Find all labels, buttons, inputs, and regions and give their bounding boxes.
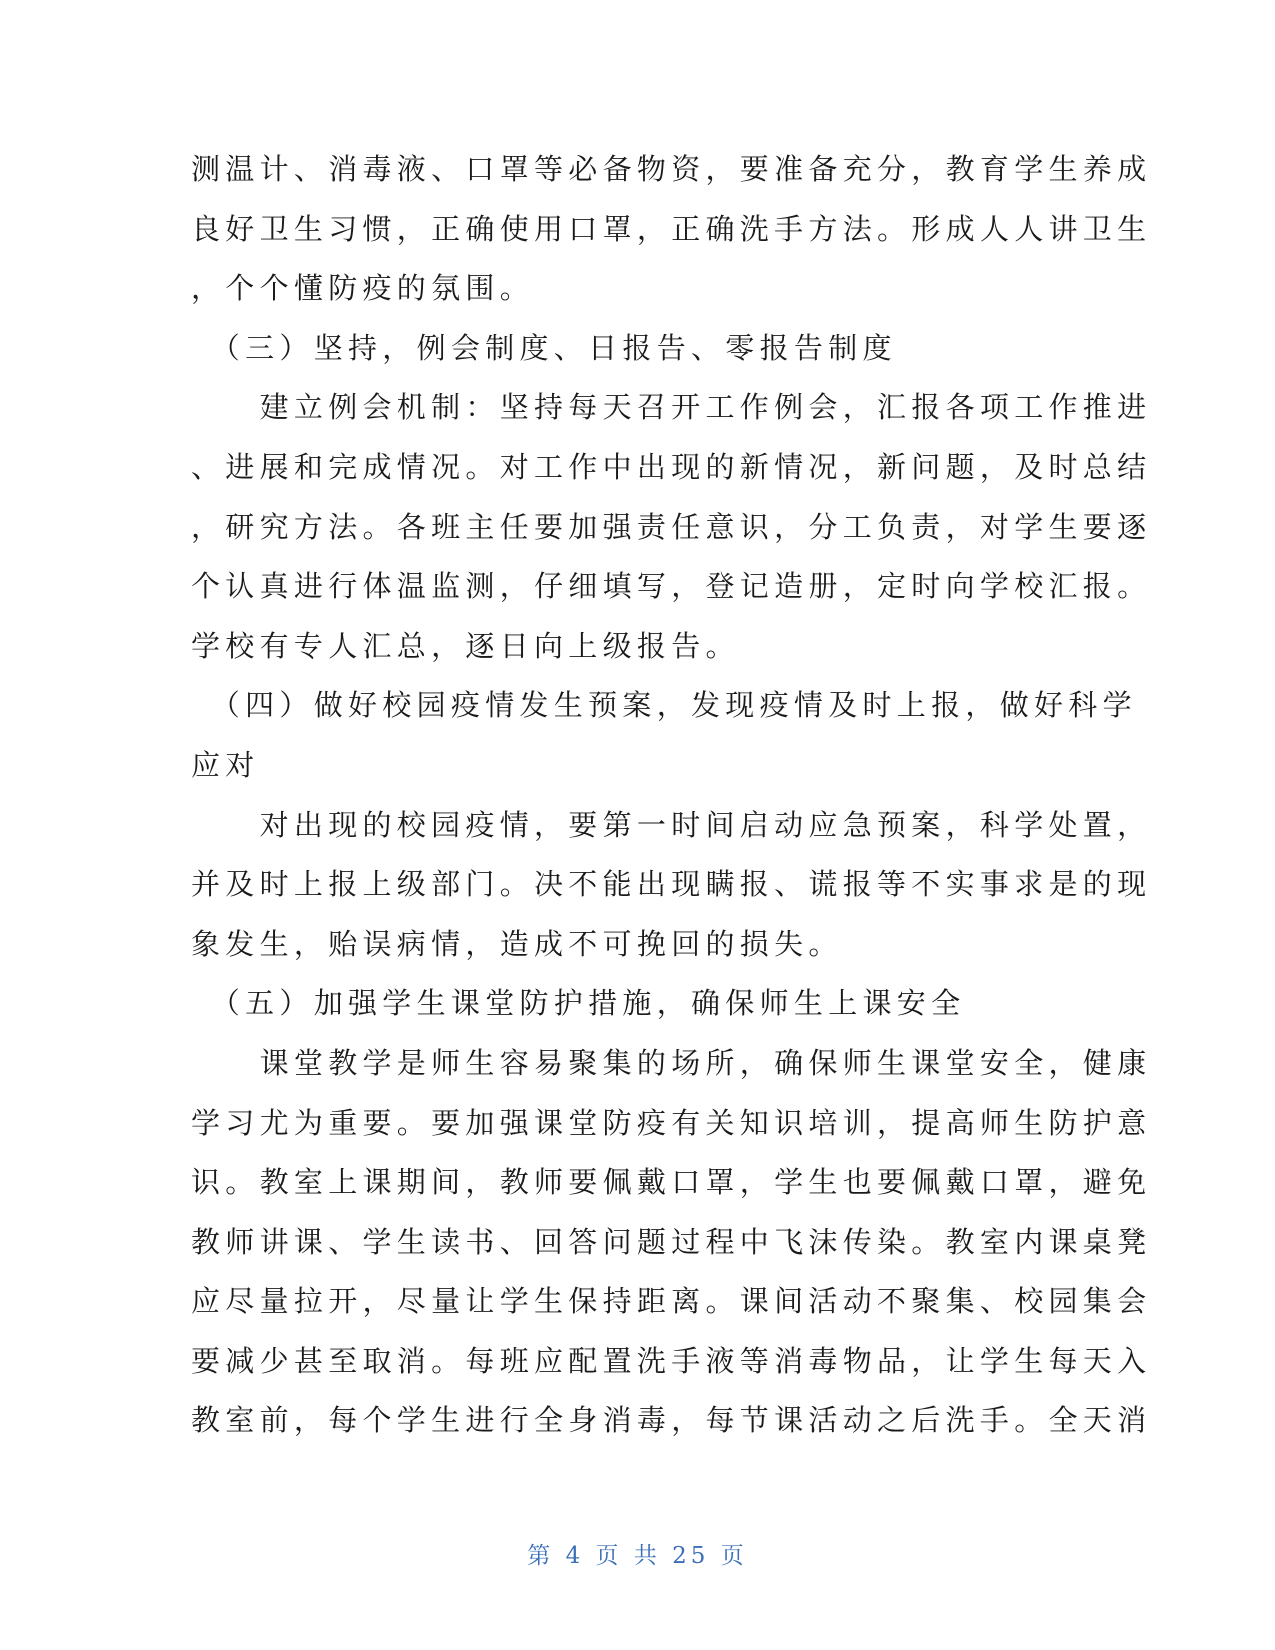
- document-body: [191, 140, 1152, 1451]
- section-heading: （五）加强学生课堂防护措施，确保师生上课安全: [191, 986, 966, 1021]
- page-number-footer: 第 4 页 共 25 页: [527, 1543, 748, 1569]
- text-line: 象发生，贻误病情，造成不可挽回的损失。: [191, 926, 843, 961]
- text-line: 、进展和完成情况。对工作中出现的新情况，新问题，及时总结: [191, 449, 1152, 484]
- text-line: 应尽量拉开，尽量让学生保持距离。课间活动不聚集、校园集会: [191, 1284, 1152, 1319]
- text-line: 个认真进行体温监测，仔细填写，登记造册，定时向学校汇报。: [191, 569, 1152, 604]
- text-line: 识。教室上课期间，教师要佩戴口罩，学生也要佩戴口罩，避免: [191, 1165, 1152, 1200]
- text-line: 良好卫生习惯，正确使用口罩，正确洗手方法。形成人人讲卫生: [191, 211, 1152, 246]
- text-line: 教室前，每个学生进行全身消毒，每节课活动之后洗手。全天消: [191, 1403, 1152, 1438]
- text-line: 要减少甚至取消。每班应配置洗手液等消毒物品，让学生每天入: [191, 1343, 1152, 1378]
- section-heading: （三）坚持，例会制度、日报告、零报告制度: [191, 330, 897, 365]
- text-line: 学校有专人汇总，逐日向上级报告。: [191, 628, 740, 663]
- text-line: 建立例会机制：坚持每天召开工作例会，汇报各项工作推进: [191, 390, 1152, 425]
- text-line: 测温计、消毒液、口罩等必备物资，要准备充分，教育学生养成: [191, 152, 1152, 186]
- text-line: 对出现的校园疫情，要第一时间启动应急预案，科学处置，: [191, 807, 1152, 842]
- text-line: ，研究方法。各班主任要加强责任意识，分工负责，对学生要逐: [191, 509, 1152, 544]
- text-line: 并及时上报上级部门。决不能出现瞒报、谎报等不实事求是的现: [191, 867, 1152, 902]
- text-line: 课堂教学是师生容易聚集的场所，确保师生课堂安全，健康: [191, 1045, 1152, 1080]
- text-line: ，个个懂防疫的氛围。: [191, 271, 535, 306]
- text-line: 学习尤为重要。要加强课堂防疫有关知识培训，提高师生防护意: [191, 1105, 1152, 1140]
- section-heading: （四）做好校园疫情发生预案，发现疫情及时上报，做好科学: [191, 688, 1137, 723]
- section-heading: 应对: [191, 747, 260, 782]
- text-line: 教师讲课、学生读书、回答问题过程中飞沫传染。教室内课桌凳: [191, 1224, 1152, 1259]
